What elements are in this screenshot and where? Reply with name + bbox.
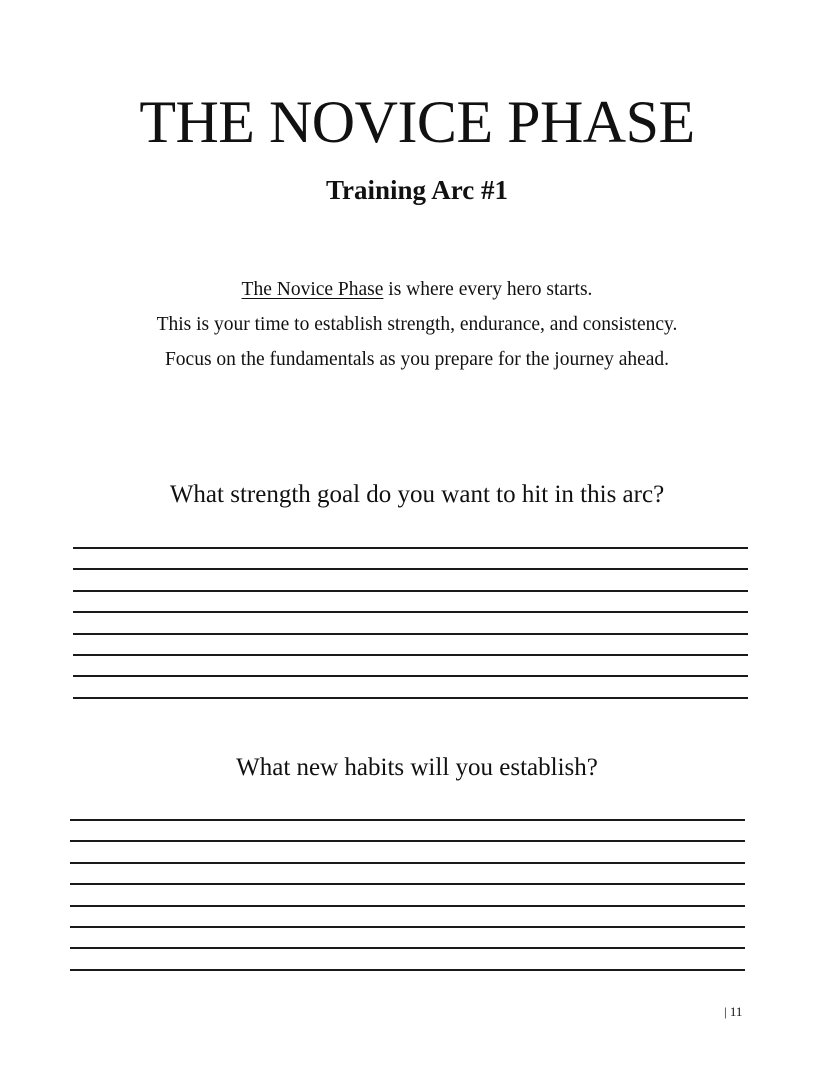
writing-line[interactable] [73, 633, 748, 635]
writing-line[interactable] [73, 697, 748, 699]
intro-phase-name: The Novice Phase [241, 279, 384, 300]
writing-line[interactable] [73, 654, 748, 656]
intro-line-1 [0, 272, 834, 307]
intro-line-2: This is your time to establish strength, endurance, and consistency. [156, 314, 678, 335]
intro-paragraph [0, 272, 834, 377]
writing-line[interactable] [70, 862, 745, 864]
answer-lines-strength-goal [73, 547, 748, 718]
writing-line[interactable] [70, 883, 745, 885]
writing-line[interactable] [73, 547, 748, 549]
writing-line[interactable] [73, 675, 748, 677]
page-title: THE NOVICE PHASE [139, 89, 695, 155]
page-subtitle: Training Arc #1 [325, 175, 508, 205]
answer-lines-new-habits [70, 819, 745, 990]
writing-line[interactable] [73, 611, 748, 613]
writing-line[interactable] [70, 947, 745, 949]
page-number: | 11 [724, 1004, 743, 1019]
question-new-habits: What new habits will you establish? [236, 754, 598, 781]
intro-line-3: Focus on the fundamentals as you prepare for the journey ahead. [164, 349, 670, 370]
writing-line[interactable] [73, 568, 748, 570]
question-strength-goal: What strength goal do you want to hit in this arc? [169, 481, 665, 508]
writing-line[interactable] [70, 905, 745, 907]
writing-line[interactable] [73, 590, 748, 592]
writing-line[interactable] [70, 969, 745, 971]
writing-line[interactable] [70, 819, 745, 821]
writing-line[interactable] [70, 840, 745, 842]
writing-line[interactable] [70, 926, 745, 928]
intro-line-1-rest: is where every hero starts. [383, 279, 593, 300]
